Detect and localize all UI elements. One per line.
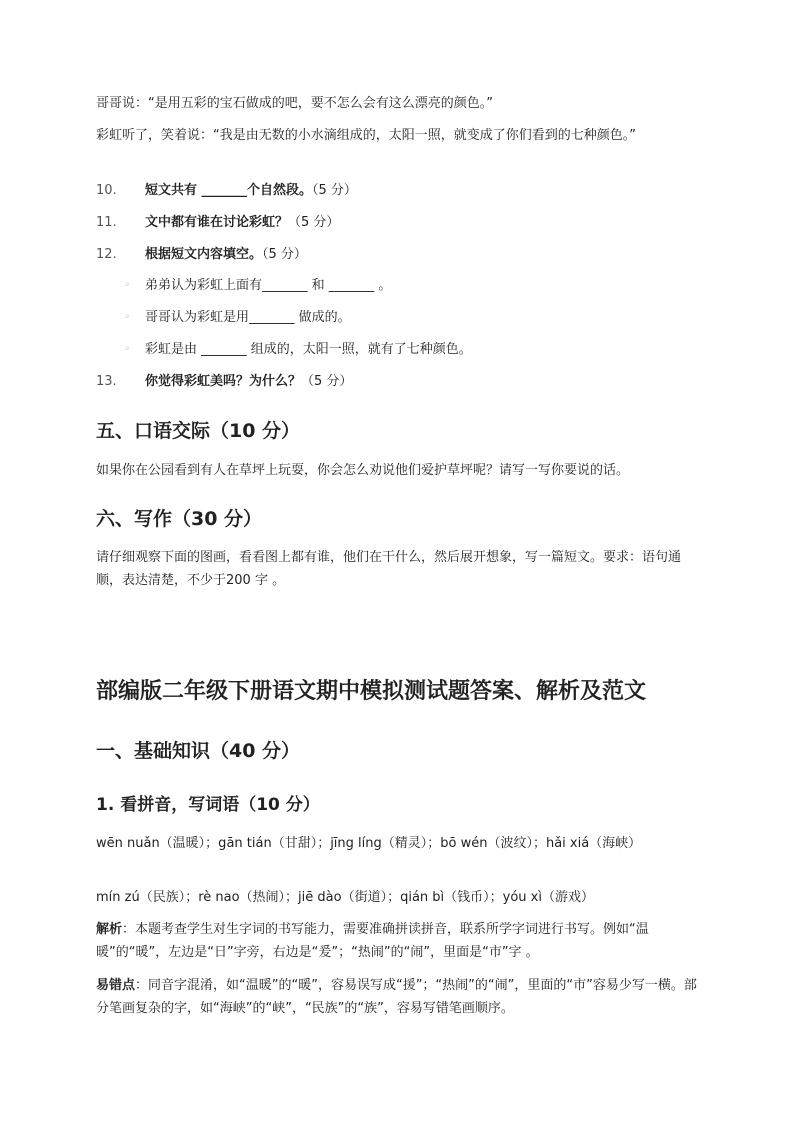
- bullet-icon: ◦: [124, 280, 130, 291]
- story-line-gege: 哥哥说：“是用五彩的宝石做成的吧，要不怎么会有这么漂亮的颜色。”: [96, 96, 493, 111]
- question-text: 文中都有谁在讨论彩虹？: [145, 215, 289, 230]
- pinyin-answers-line-2: mín zú（民族）；rè nao（热闹）；jiē dào（街道）；qián bì（钱币）；yóu xì（游戏）: [96, 890, 594, 905]
- bullet-icon: ◦: [124, 312, 130, 323]
- question-score: （5 分）: [312, 183, 357, 198]
- answers-section-1-heading: 一、基础知识（40 分）: [96, 740, 301, 762]
- analysis-body: ：本题考查学生对生字词的书写能力，需要准确拼读拼音，联系所学字词进行书写。例如“温暖”的“暖”，左边是“日”字旁，右边是“爰”；“热闹”的“闹”，里面是“市”字 。: [96, 922, 649, 960]
- fill-item-text: 彩虹是由 _______ 组成的，太阳一照，就有了七种颜色。: [145, 342, 472, 357]
- question-text: 短文共有 _______个自然段。: [145, 183, 313, 198]
- analysis-label: 解析: [96, 922, 123, 937]
- error-points-label: 易错点: [96, 978, 136, 993]
- section-5-heading: 五、口语交际（10 分）: [96, 420, 301, 442]
- analysis-paragraph: [96, 918, 706, 964]
- question-number: 11.: [96, 215, 117, 230]
- story-line-caihong: 彩虹听了，笑着说：“我是由无数的小水滴组成的，太阳一照，就变成了你们看到的七种颜色。”: [96, 128, 636, 143]
- error-points-paragraph: [96, 974, 706, 1020]
- fill-item-text: 哥哥认为彩虹是用_______ 做成的。: [145, 310, 351, 325]
- section-5-body: 如果你在公园看到有人在草坪上玩耍，你会怎么劝说他们爱护草坪呢？请写一写你要说的话。: [96, 463, 630, 478]
- fill-item-text: 弟弟认为彩虹上面有_______ 和 _______ 。: [145, 278, 392, 293]
- bullet-icon: ◦: [124, 344, 130, 355]
- question-number: 13.: [96, 374, 117, 389]
- section-6-body: 请仔细观察下面的图画，看看图上都有谁，他们在干什么，然后展开想象，写一篇短文。要求：语句通顺，表达清楚，不少于200 字 。: [96, 550, 682, 588]
- question-number: 12.: [96, 247, 117, 262]
- pinyin-answers-line-1: wēn nuǎn（温暖）；gān tián（甘甜）；jīng líng（精灵）；bō wén（波纹）；hǎi xiá（海峡）: [96, 836, 642, 851]
- question-score: （5 分）: [301, 374, 353, 389]
- section-6-heading: 六、写作（30 分）: [96, 508, 263, 530]
- error-points-body: ：同音字混淆，如“温暖”的“暖”，容易误写成“援”；“热闹”的“闹”，里面的“市”容易少写一横。部分笔画复杂的字，如“海峡”的“峡”，“民族”的“族”，容易写错笔画顺序。: [96, 978, 697, 1016]
- question-number: 10.: [96, 183, 117, 198]
- question-score: （5 分）: [288, 215, 340, 230]
- question-text: 根据短文内容填空。: [145, 247, 263, 262]
- question-text: 你觉得彩虹美吗？为什么？: [145, 374, 302, 389]
- answers-q1-heading: 1. 看拼音，写词语（10 分）: [96, 795, 320, 815]
- answers-title: 部编版二年级下册语文期中模拟测试题答案、解析及范文: [96, 679, 647, 704]
- question-score: （5 分）: [262, 247, 307, 262]
